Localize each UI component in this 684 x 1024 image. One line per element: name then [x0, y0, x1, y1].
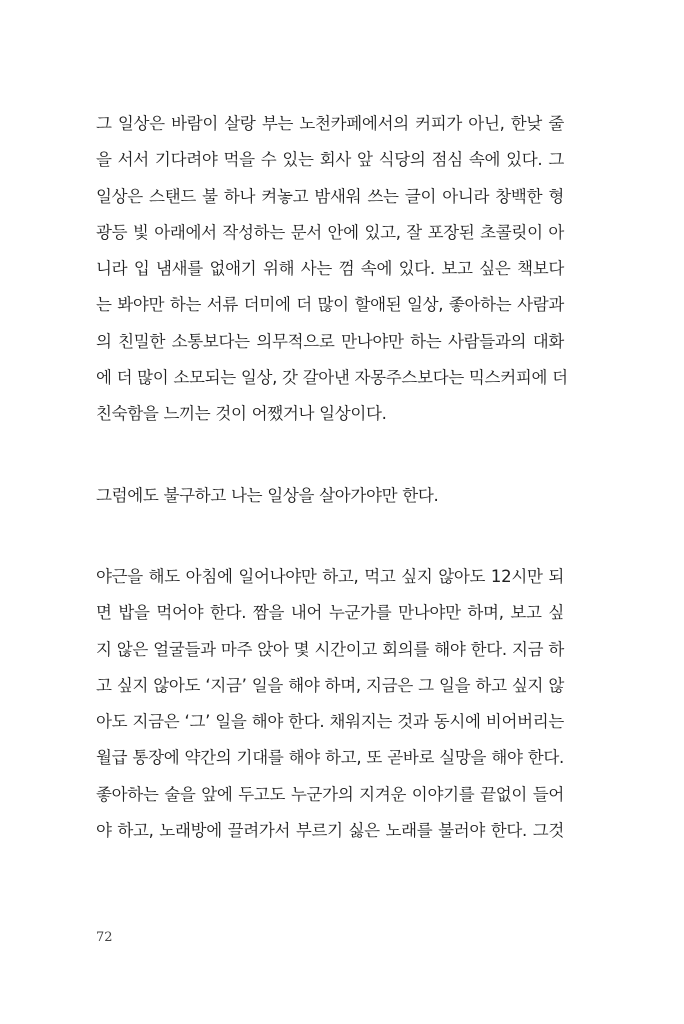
text-line: 친숙함을 느끼는 것이 어쨌거나 일상이다. — [96, 404, 387, 424]
paragraph-1 — [96, 106, 568, 433]
text-line: 그 일상은 바람이 살랑 부는 노천카페에서의 커피가 아닌, 한낮 줄 — [96, 114, 564, 133]
text-line: 아도 지금은 ‘그’ 일을 해야 한다. 채워지는 것과 동시에 비어버리는 — [96, 712, 564, 732]
text-line: 그럼에도 불구하고 나는 일상을 살아가야만 한다. — [96, 485, 439, 505]
text-line: 야근을 해도 아침에 일어나야만 하고, 먹고 싶지 않아도 12시만 되 — [96, 566, 564, 586]
paragraph-gap — [96, 433, 564, 478]
text-line: 의 친밀한 소통보다는 의무적으로 만나야만 하는 사람들과의 대화 — [96, 331, 564, 351]
text-line: 고 싶지 않아도 ‘지금’ 일을 해야 하며, 지금은 그 일을 하고 싶지 않 — [96, 675, 564, 695]
page-number: 72 — [96, 930, 113, 945]
text-line: 을 서서 기다려야 먹을 수 있는 회사 앞 식당의 점심 속에 있다. 그 — [96, 150, 564, 170]
text-line: 면 밥을 먹어야 한다. 짬을 내어 누군가를 만나야만 하며, 보고 싶 — [96, 603, 564, 623]
text-line: 니라 입 냄새를 없애기 위해 사는 껌 속에 있다. 보고 싶은 책보다 — [96, 259, 564, 279]
text-line: 지 않은 얼굴들과 마주 앉아 몇 시간이고 회의를 해야 한다. 지금 하 — [96, 639, 564, 659]
text-line: 일상은 스탠드 불 하나 켜놓고 밤새워 쓰는 글이 아니라 창백한 형 — [96, 186, 564, 206]
text-line: 좋아하는 술을 앞에 두고도 누군가의 지겨운 이야기를 끝없이 들어 — [96, 784, 564, 804]
text-line: 광등 빛 아래에서 작성하는 문서 안에 있고, 잘 포장된 초콜릿이 아 — [96, 222, 564, 242]
text-line: 월급 통장에 약간의 기대를 해야 하고, 또 곧바로 실망을 해야 한다. — [96, 748, 564, 768]
text-line: 에 더 많이 소모되는 일상, 갓 갈아낸 자몽주스보다는 믹스커피에 더 — [96, 368, 568, 388]
text-line: 는 봐야만 하는 서류 더미에 더 많이 할애된 일상, 좋아하는 사람과 — [96, 295, 564, 315]
page-body — [96, 106, 568, 849]
paragraph-gap — [96, 514, 564, 559]
paragraph-3 — [96, 559, 564, 849]
text-line: 야 하고, 노래방에 끌려가서 부르기 싫은 노래를 불러야 한다. 그것 — [96, 821, 564, 841]
paragraph-2 — [96, 478, 564, 514]
